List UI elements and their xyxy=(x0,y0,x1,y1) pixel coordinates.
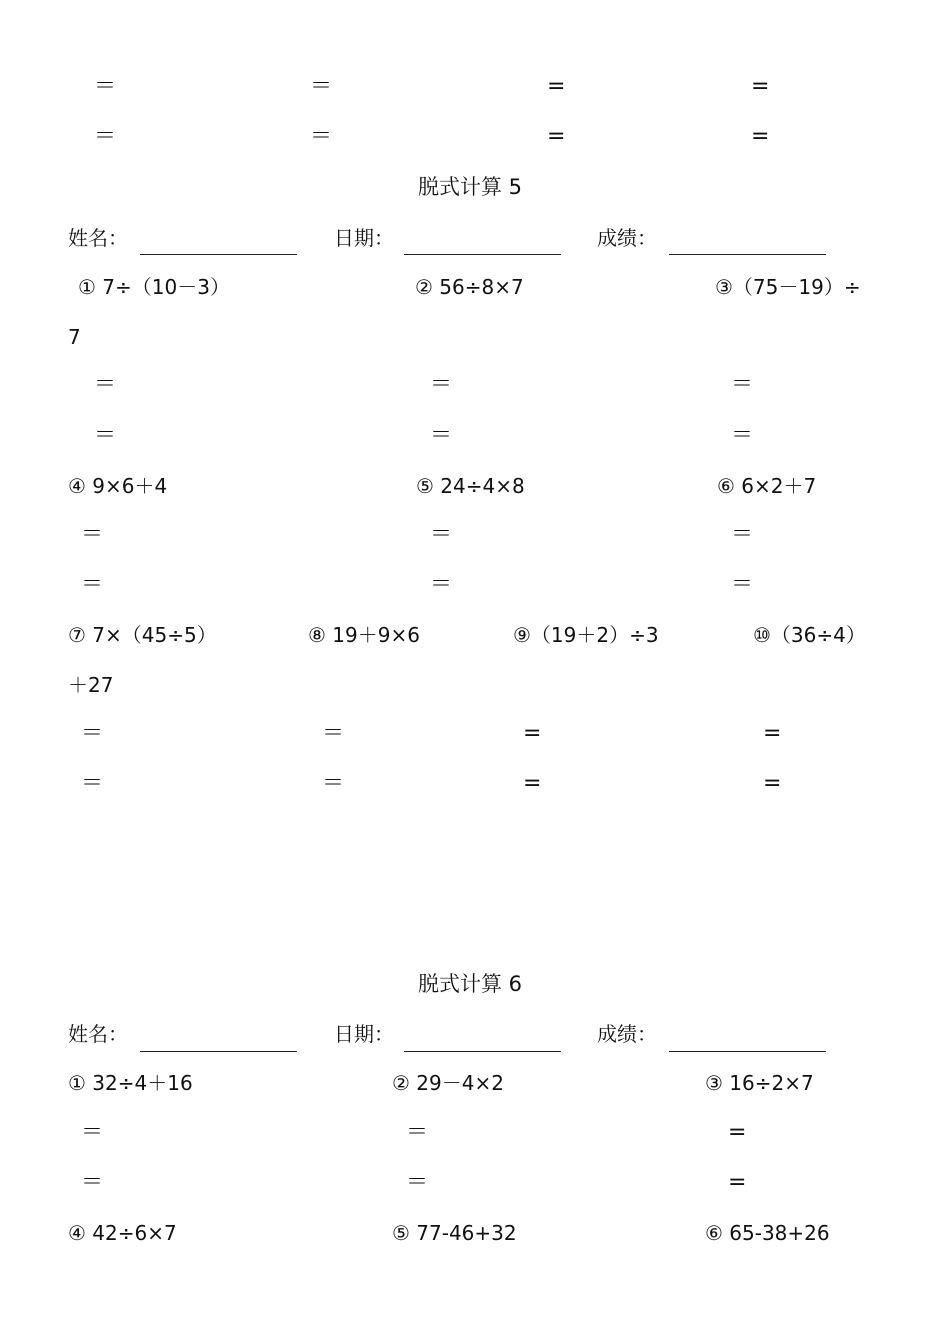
equals-sign: = xyxy=(547,124,566,149)
equals-sign: = xyxy=(763,721,782,746)
date-blank-line[interactable] xyxy=(404,254,561,255)
equals-sign: = xyxy=(763,771,782,796)
equals-sign: ＝ xyxy=(81,771,104,796)
equals-sign: = xyxy=(547,74,566,99)
score-blank-line[interactable] xyxy=(669,254,826,255)
problem-1: ① 7÷（10－3） xyxy=(78,275,230,299)
problem-3-continued: 7 xyxy=(68,325,81,349)
date-blank-line[interactable] xyxy=(404,1051,561,1052)
name-label: 姓名： xyxy=(68,226,128,250)
equals-sign: ＝ xyxy=(430,372,453,397)
problem-10-continued: ＋27 xyxy=(68,673,114,697)
problem-6: ⑥ 65-38+26 xyxy=(705,1221,830,1245)
name-label: 姓名： xyxy=(68,1022,128,1046)
score-blank-line[interactable] xyxy=(669,1051,826,1052)
score-label: 成绩： xyxy=(597,226,657,250)
score-label: 成绩： xyxy=(597,1022,657,1046)
equals-sign: = xyxy=(751,124,770,149)
equals-sign: ＝ xyxy=(81,1120,104,1145)
date-label: 日期： xyxy=(334,1022,394,1046)
equals-sign: = xyxy=(523,721,542,746)
equals-sign: ＝ xyxy=(94,124,117,149)
equals-sign: ＝ xyxy=(731,572,754,597)
equals-sign: ＝ xyxy=(731,522,754,547)
equals-sign: ＝ xyxy=(310,74,333,99)
problem-5: ⑤ 77-46+32 xyxy=(392,1221,517,1245)
problem-9: ⑨（19＋2）÷3 xyxy=(513,623,659,647)
equals-sign: ＝ xyxy=(322,771,345,796)
problem-2: ② 56÷8×7 xyxy=(415,275,524,299)
problem-7: ⑦ 7×（45÷5） xyxy=(68,623,217,647)
name-blank-line[interactable] xyxy=(140,254,297,255)
equals-sign: ＝ xyxy=(406,1170,429,1195)
equals-sign: ＝ xyxy=(430,423,453,448)
problem-4: ④ 9×6＋4 xyxy=(68,474,168,498)
problem-3: ③（75－19）÷ xyxy=(715,275,861,299)
problem-8: ⑧ 19＋9×6 xyxy=(308,623,420,647)
problem-10: ⑩（36÷4） xyxy=(753,623,866,647)
equals-sign: = xyxy=(751,74,770,99)
problem-1: ① 32÷4＋16 xyxy=(68,1071,193,1095)
problem-5: ⑤ 24÷4×8 xyxy=(416,474,525,498)
equals-sign: ＝ xyxy=(310,124,333,149)
equals-sign: ＝ xyxy=(94,74,117,99)
equals-sign: ＝ xyxy=(322,721,345,746)
problem-3: ③ 16÷2×7 xyxy=(705,1071,814,1095)
equals-sign: ＝ xyxy=(430,522,453,547)
name-blank-line[interactable] xyxy=(140,1051,297,1052)
problem-4: ④ 42÷6×7 xyxy=(68,1221,177,1245)
equals-sign: ＝ xyxy=(406,1120,429,1145)
equals-sign: ＝ xyxy=(81,572,104,597)
equals-sign: ＝ xyxy=(81,721,104,746)
equals-sign: ＝ xyxy=(81,522,104,547)
worksheet-title: 脱式计算 5 xyxy=(418,175,523,199)
worksheet-title: 脱式计算 6 xyxy=(418,972,523,996)
equals-sign: = xyxy=(728,1170,747,1195)
equals-sign: ＝ xyxy=(731,372,754,397)
equals-sign: ＝ xyxy=(430,572,453,597)
date-label: 日期： xyxy=(334,226,394,250)
equals-sign: ＝ xyxy=(94,372,117,397)
equals-sign: = xyxy=(728,1120,747,1145)
equals-sign: ＝ xyxy=(94,423,117,448)
problem-2: ② 29－4×2 xyxy=(392,1071,504,1095)
problem-6: ⑥ 6×2＋7 xyxy=(717,474,817,498)
equals-sign: = xyxy=(523,771,542,796)
equals-sign: ＝ xyxy=(81,1170,104,1195)
equals-sign: ＝ xyxy=(731,423,754,448)
